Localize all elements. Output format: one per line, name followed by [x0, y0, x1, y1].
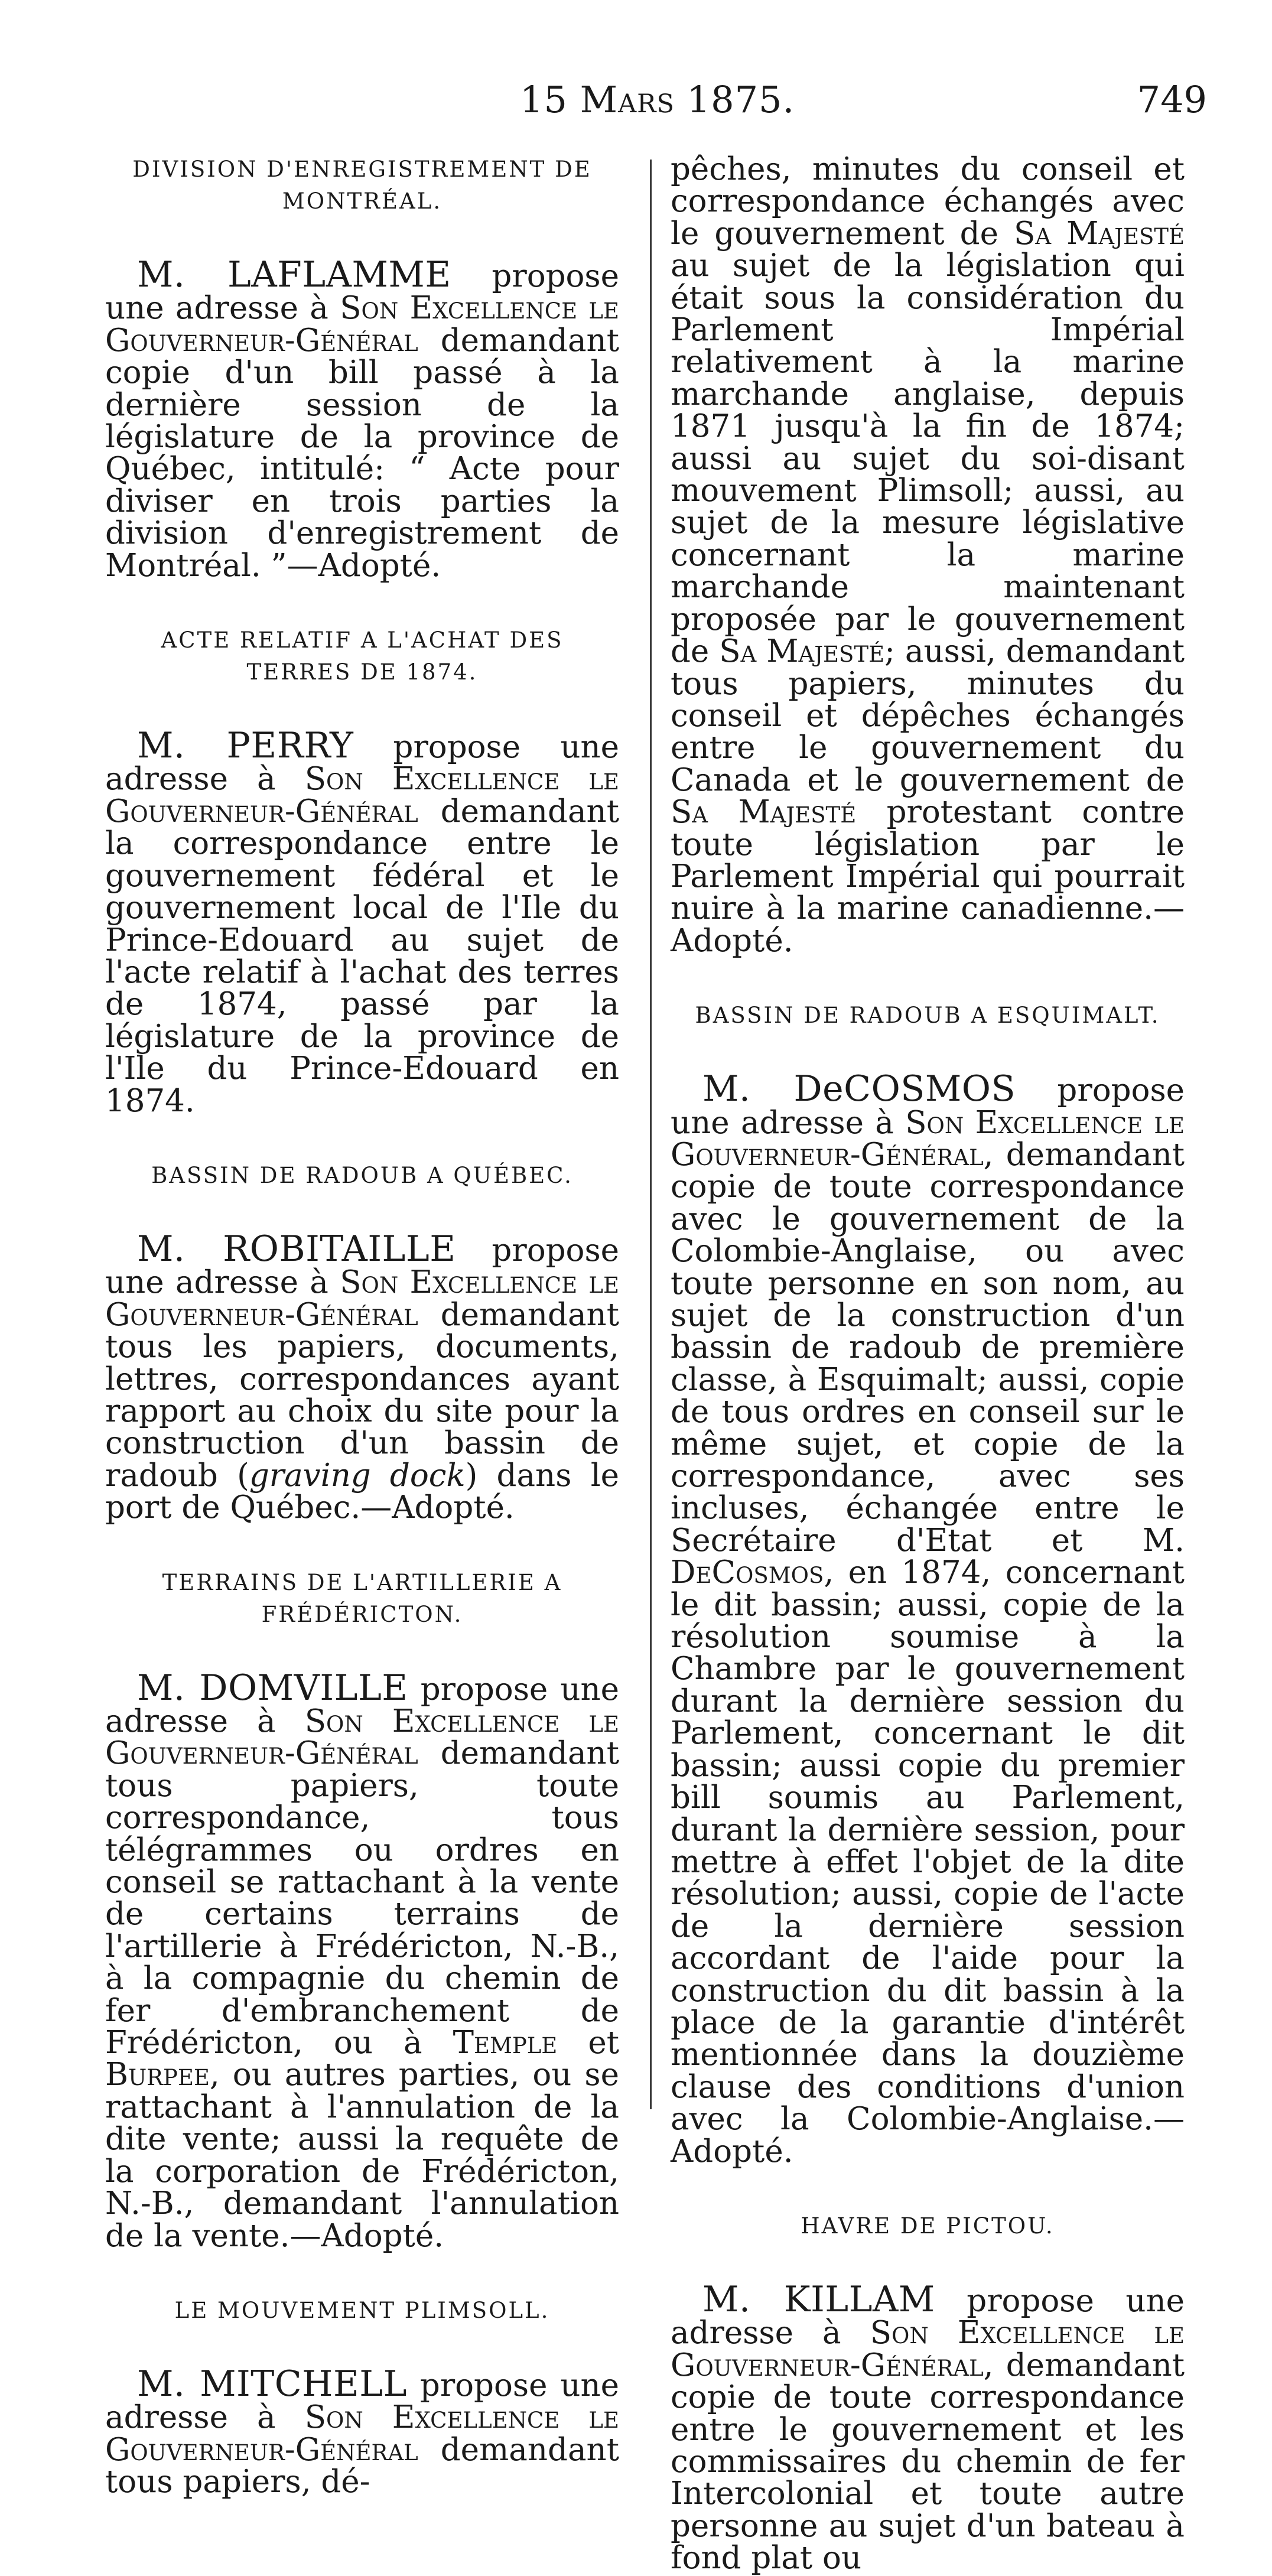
motion-text: propose une adresse à: [671, 2282, 1185, 2351]
motion-paragraph: [671, 1068, 1185, 2170]
motion-text: ; aussi, demandant tous papiers, minutes du conseil et dépêches échangés entre le gouvernement du Canada et le gouvernement de: [671, 633, 1185, 798]
person-name: Burpee: [105, 2057, 210, 2093]
honorific-title: Son Excellence le Gouverneur-Général: [671, 1104, 1185, 1173]
motion-text: pêches, minutes du conseil et correspondance échangés avec le gouvernement de: [671, 151, 1185, 252]
motion-text: demandant tous papiers, toute correspondance, tous télégrammes ou ordres en conseil se rattachant à la vente de certains terrains de l'artillerie à Frédéricton, N.-B., à la compagnie du chemin de fer d'embranchement de Frédéricton, ou à: [105, 1735, 619, 2061]
mover-name: M. DOMVILLE: [137, 1667, 408, 1709]
motion-text: au sujet de la législation qui était sous la considération du Parlement Impérial relativement à la marine marchande anglaise, depuis 1871 jusqu'à la fin de 1874; aussi au sujet du soi-disant mouvement Plimsoll; aussi, au sujet de la mesure législative concernant la marine marchande maintenant proposée par le gouvernement de: [671, 248, 1185, 670]
honorific-title: Son Excellence le Gouverneur-Général: [105, 2399, 619, 2468]
column-divider: [650, 160, 652, 2109]
page-number: 749: [1137, 78, 1207, 121]
person-name: Temple: [453, 2025, 558, 2061]
mover-name: M. DeCOSMOS: [702, 1068, 1016, 1110]
left-column: [105, 154, 619, 2499]
motion-text: propose une adresse à: [105, 258, 619, 327]
motion-paragraph: [105, 725, 619, 1119]
motion-text: propose une adresse à: [105, 1671, 620, 1739]
mover-name: M. MITCHELL: [137, 2363, 407, 2405]
motion-text: demandant copie d'un bill passé à la dernière session de la législature de la province de Québec, intitulé: “ Acte pour diviser en trois parties la division d'enregistrement de Montréal. ”—Adopté.: [105, 322, 619, 584]
motion-paragraph: [105, 254, 619, 584]
motion-text: , en 1874, concernant le dit bassin; aussi, copie de la résolution soumise à la Chambre par le gouvernement durant la dernière session du Parlement, concernant le dit bassin; aussi copie du premier bill soumis au Parlement, durant la dernière session, pour mettre à effet l'objet de la dite résolution; aussi, copie de l'acte de la dernière session accordant de l'aide pour la construction du dit bassin à la place de la garantie d'intérêt mentionnée dans la douzième clause des conditions d'union avec la Colombie-Anglaise.—Adopté.: [671, 1554, 1185, 2170]
mover-name: M. ROBITAILLE: [137, 1228, 456, 1270]
section-heading: ACTE RELATIF A L'ACHAT DES TERRES DE 1874.: [161, 627, 564, 685]
section-heading: LE MOUVEMENT PLIMSOLL.: [174, 2297, 550, 2323]
motion-text: propose une adresse à: [105, 2367, 619, 2436]
motion-text: et: [557, 2025, 619, 2061]
running-head: [0, 78, 1272, 131]
honorific-title: Sa Majesté: [671, 794, 857, 831]
honorific-title: Son Excellence le Gouverneur-Général: [671, 2315, 1185, 2383]
mover-name: M. KILLAM: [702, 2278, 935, 2320]
person-name: M. DeCosmos: [671, 1522, 1185, 1591]
section-heading: TERRAINS DE L'ARTILLERIE A FRÉDÉRICTON.: [162, 1569, 562, 1627]
motion-paragraph: [105, 2363, 619, 2500]
mover-name: M. PERRY: [137, 725, 354, 767]
honorific-title: Sa Majesté: [719, 633, 885, 670]
section-heading: HAVRE DE PICTOU.: [801, 2213, 1055, 2239]
motion-text: demandant la correspondance entre le gouvernement fédéral et le gouvernement local de l'Ile du Prince-Edouard au sujet de l'acte relatif à l'achat des terres de 1874, passé par la législature de la province de l'Ile du Prince-Edouard en 1874.: [105, 793, 619, 1119]
section-heading: DIVISION D'ENREGISTREMENT DE MONTRÉAL.: [132, 157, 592, 214]
continued-paragraph: [671, 151, 1185, 959]
motion-text: , demandant copie de toute correspondance entre le gouvernement et les commissaires du chemin de fer Intercolonial et toute autre personne au sujet d'un bateau à fond plat ou: [671, 2347, 1185, 2576]
motion-text: ) dans le port de Québec.—Adopté.: [105, 1457, 620, 1526]
honorific-title: Son Excellence le Gouverneur-Général: [105, 761, 619, 830]
motion-paragraph: [105, 1228, 620, 1526]
honorific-title: Sa Majesté: [1014, 215, 1185, 252]
motion-text: propose une adresse à: [671, 1072, 1185, 1141]
section-heading: BASSIN DE RADOUB A QUÉBEC.: [151, 1162, 573, 1188]
motion-text: propose une adresse à: [105, 1232, 620, 1301]
motion-paragraph: [105, 1667, 620, 2254]
motion-paragraph: [671, 2278, 1185, 2576]
italic-term: graving dock: [249, 1457, 466, 1494]
mover-name: M. LAFLAMME: [137, 254, 451, 295]
motion-text: , ou autres parties, ou se rattachant à l'annulation de la dite vente; aussi la requête de la corporation de Frédéricton, N.-B., demandant l'annulation de la vente.—Adopté.: [105, 2057, 619, 2254]
motion-text: demandant tous les papiers, documents, lettres, correspondances ayant rapport au choix du site pour la construction d'un bassin de radoub (: [105, 1296, 619, 1494]
page-date: 15 Mars 1875.: [520, 78, 795, 121]
section-heading: BASSIN DE RADOUB A ESQUIMALT.: [695, 1003, 1160, 1029]
motion-text: demandant tous papiers, dé-: [105, 2431, 619, 2500]
motion-text: propose une adresse à: [105, 729, 619, 798]
honorific-title: Son Excellence le Gouverneur-Général: [105, 1703, 619, 1772]
honorific-title: Son Excellence le Gouverneur-Général: [105, 290, 619, 359]
motion-text: protestant contre toute législation par le Parlement Impérial qui pourrait nuire à la marine canadienne.—Adopté.: [671, 794, 1185, 959]
honorific-title: Son Excellence le Gouverneur-Général: [105, 1264, 619, 1333]
motion-text: , demandant copie de toute correspondance avec le gouvernement de la Colombie-Anglaise, ou avec toute personne en son nom, au sujet de la construction d'un bassin de radoub de première classe, à Esquimalt; aussi, copie de tous ordres en conseil sur le même sujet, et copie de la correspondance, avec ses incluses, échangée entre le Secrétaire d'Etat et: [671, 1136, 1185, 1559]
right-column: [671, 151, 1185, 2576]
